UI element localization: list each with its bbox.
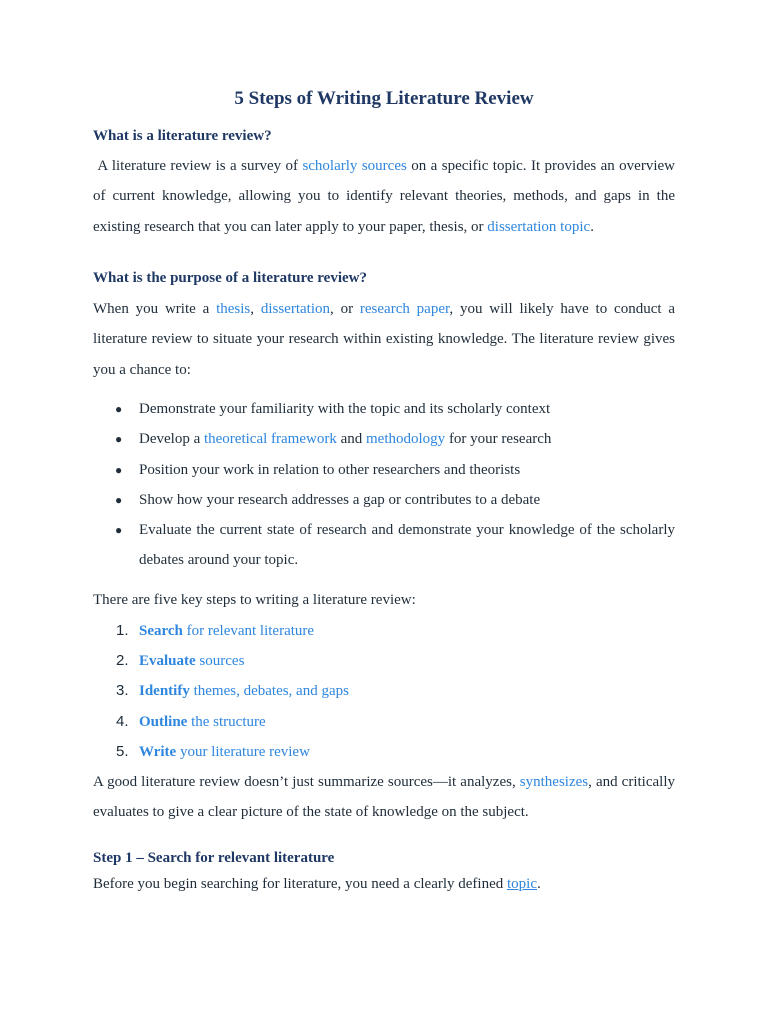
step-list-item[interactable] — [93, 621, 675, 641]
step-keyword: Outline — [139, 714, 188, 730]
bullet-item — [93, 424, 675, 454]
step-link[interactable] — [139, 712, 675, 732]
bullet-text: Evaluate the current state of research and demonstrate your knowledge of the scholarly debates around your topic. — [139, 522, 675, 569]
bullet-text — [139, 424, 675, 454]
step-rest: themes, debates, and gaps — [189, 683, 349, 699]
text-run: Before you begin searching for literature, you need a clearly defined — [93, 876, 507, 892]
step-keyword: Evaluate — [139, 653, 196, 669]
text-run: Develop a — [139, 431, 204, 447]
steps-intro: There are five key steps to writing a literature review: — [93, 592, 416, 608]
link-dissertation-topic[interactable]: dissertation topic — [487, 218, 591, 235]
step-keyword: Search — [139, 623, 183, 639]
step-rest: for relevant literature — [182, 623, 315, 639]
bullet-icon: ● — [115, 463, 123, 477]
step-rest: the structure — [187, 714, 266, 730]
link-scholarly-sources[interactable]: scholarly sources — [302, 158, 407, 174]
step-link[interactable] — [139, 621, 675, 641]
step-number: 5. — [116, 743, 129, 760]
text-run: A good literature review doesn’t just summarize sources—it analyzes, — [93, 774, 520, 790]
link-thesis[interactable]: thesis — [216, 301, 251, 317]
bullet-text: Position your work in relation to other researchers and theorists — [139, 462, 521, 478]
step-rest: sources — [195, 653, 245, 669]
text-run: , or — [330, 301, 360, 317]
bullet-icon: ● — [115, 493, 123, 507]
text-run: , you will likely have to conduct a literature review to situate your research within existing knowledge. The literature review gives you a chance to: — [93, 301, 676, 378]
link-dissertation[interactable]: dissertation — [260, 301, 330, 317]
step-number: 3. — [116, 682, 129, 699]
text-run: When you write a — [93, 301, 217, 317]
step-link[interactable] — [139, 681, 675, 701]
bullet-icon: ● — [115, 523, 123, 537]
link-theoretical-framework[interactable]: theoretical framework — [203, 431, 337, 447]
link-topic[interactable]: topic — [507, 876, 537, 892]
heading-what-is: What is a literature review? — [93, 128, 272, 144]
bullet-icon: ● — [115, 432, 123, 446]
paragraph-step1 — [93, 869, 675, 899]
step-number: 2. — [116, 652, 129, 669]
bullet-text: Show how your research addresses a gap or contributes to a debate — [139, 492, 541, 508]
step-link[interactable] — [139, 742, 675, 762]
heading-step1: Step 1 – Search for relevant literature — [93, 850, 335, 866]
bullet-text: Demonstrate your familiarity with the topic and its scholarly context — [139, 401, 551, 417]
step-rest: your literature review — [176, 744, 310, 760]
paragraph-summary — [93, 767, 675, 828]
text-run: A literature review is a survey of — [93, 158, 303, 174]
bullet-item — [93, 485, 675, 515]
document-title: 5 Steps of Writing Literature Review — [234, 88, 534, 109]
step-list-item[interactable] — [93, 742, 675, 762]
bullet-item — [93, 394, 675, 424]
bullet-icon: ● — [115, 402, 123, 416]
text-run: . — [537, 876, 541, 892]
step-list-item[interactable] — [93, 681, 675, 701]
step-link[interactable] — [139, 651, 675, 671]
bullet-item — [93, 455, 675, 485]
text-run: and — [336, 431, 367, 447]
step-number: 1. — [116, 622, 129, 639]
step-list-item[interactable] — [93, 712, 675, 732]
link-synthesizes[interactable]: synthesizes — [519, 774, 589, 790]
text-run: . — [590, 218, 594, 235]
text-run: for your research — [445, 431, 552, 447]
step-keyword: Identify — [139, 683, 190, 699]
link-research-paper[interactable]: research paper — [359, 301, 450, 317]
heading-purpose: What is the purpose of a literature review? — [93, 270, 367, 286]
bullet-item — [93, 515, 675, 576]
text-run: , — [250, 301, 261, 317]
step-list-item[interactable] — [93, 651, 675, 671]
step-number: 4. — [116, 713, 129, 730]
paragraph-definition — [93, 151, 675, 242]
step-keyword: Write — [139, 744, 177, 760]
paragraph-purpose — [93, 294, 675, 385]
link-methodology[interactable]: methodology — [366, 431, 446, 447]
text-run: , and critically evaluates to give a clear picture of the state of knowledge on the subject. — [93, 774, 675, 821]
text-run: on a specific topic. It provides an overview of current knowledge, allowing you to identify relevant theories, methods, and gaps in the existing research that you can later apply to your paper, thesis, or — [93, 158, 675, 235]
